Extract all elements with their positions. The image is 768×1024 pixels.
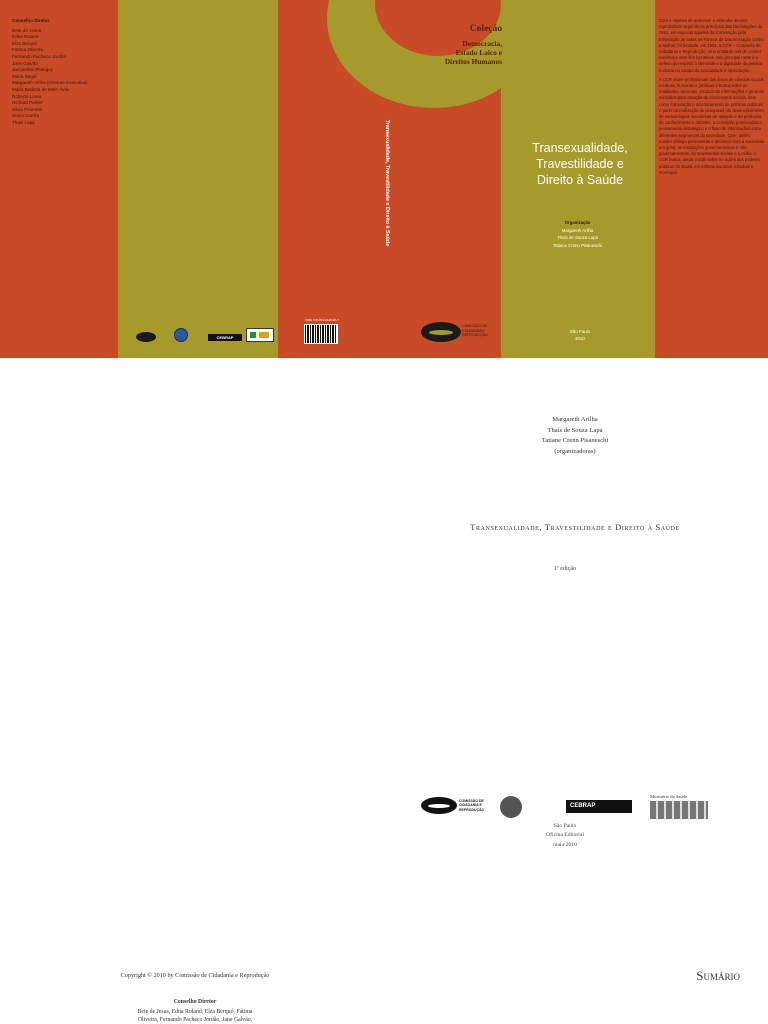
organizer-name: Margareth Arilha bbox=[561, 227, 594, 233]
board-member: Margareth Arilha (Diretora Executiva) bbox=[12, 80, 88, 86]
cebrap-logo: CEBRAP bbox=[566, 800, 632, 813]
cover-title-line: Transexualidade, bbox=[532, 141, 628, 155]
board-member: Jane Galvão bbox=[12, 60, 38, 66]
organizer-name: Tatiane Crenn Pisaneschi bbox=[553, 242, 602, 248]
partner-logo-icon bbox=[174, 328, 188, 342]
ccr-logo-icon bbox=[421, 797, 457, 814]
cebrap-logo: CEBRAP bbox=[208, 334, 242, 341]
imprint-line: Oficina Editorial bbox=[546, 832, 584, 839]
flap-paragraph: A CCR reúne profissionais das áreas de ciências sociais, médicas, humanas e jurídicas e busca sobre as realidades nacionais, produzindo informações e gerando subsídios para atuação de movimentos sociais, bem como formulação e monitoramento de políticas públicas. A partir da realização de pesquisas, do desenvolvimento de metodologias inovadoras de atuação e da produção de conhecimento e debates, a Comissão potencializa o pensamento estratégico e o fluxo de informações entre diferentes segmentos da sociedade. Quer, assim, manter diálogo permanente e dinâmico com a sociedade em geral, as instituições governamentais e não governamentais, os movimentos sociais e a mídia. A CCR busca, ainda, incidir sobre as ações dos poderes públicos no Brasil, em esferas nacional, estadual e municipal. bbox=[659, 76, 765, 175]
back-cover bbox=[118, 0, 278, 358]
collection-heading: Coleção bbox=[469, 24, 502, 34]
author-name: Margareth Arilha bbox=[552, 416, 598, 423]
spine-title bbox=[380, 120, 390, 250]
board-member: Bete de Jesus bbox=[12, 27, 42, 33]
cover-title-line: Direito à Saúde bbox=[536, 173, 624, 187]
book-cover-spread bbox=[0, 0, 768, 358]
board-member: Fernando Pacheco Jordão bbox=[12, 53, 67, 59]
barcode-icon bbox=[304, 324, 338, 344]
cover-organizers bbox=[505, 219, 650, 249]
author-role: (organizadoras) bbox=[554, 447, 596, 455]
collection-name-line: Direitos Humanos bbox=[444, 57, 502, 66]
board-title: Conselho Diretor bbox=[12, 18, 50, 23]
author-name: Thaís de Souza Lapa bbox=[547, 426, 603, 434]
ccr-logo-text: COMISSÃO DE CIDADANIA E REPRODUÇÃO bbox=[459, 799, 485, 812]
board-member: Edna Roland bbox=[12, 34, 39, 40]
partner-logo-icon bbox=[500, 796, 522, 818]
back-cover-logos bbox=[136, 326, 276, 344]
right-flap bbox=[655, 0, 768, 358]
board-member: Thais Lapa bbox=[12, 119, 35, 125]
ccr-logo-icon bbox=[421, 322, 461, 342]
title-page-imprint bbox=[490, 822, 640, 850]
ccr-logo-icon bbox=[136, 332, 156, 342]
title-page-authors bbox=[470, 415, 680, 457]
collection-name-line: Estado Laico e bbox=[455, 48, 502, 57]
cover-city: São Paulo bbox=[569, 329, 591, 334]
board-list bbox=[12, 18, 88, 127]
cover-title-line: Travestilidade e bbox=[536, 157, 624, 171]
cover-title bbox=[505, 140, 655, 188]
ccr-logo-text: COMISSÃO DE CIDADANIA E REPRODUÇÃO bbox=[462, 324, 488, 338]
title-page-title: Transexualidade, Travestilidade e Direito à Saúde bbox=[470, 522, 680, 532]
ministry-logo-icon bbox=[246, 328, 274, 342]
board-title: Conselho Diretor bbox=[173, 999, 217, 1005]
board-member: Elza Berquó bbox=[12, 40, 38, 46]
imprint-line: São Paulo bbox=[553, 823, 577, 829]
board-member: Maria Betânia de Melo Ávila bbox=[12, 86, 70, 92]
cover-year: 2010 bbox=[575, 336, 585, 341]
organizer-name: Thaís de Souza Lapa bbox=[557, 235, 598, 240]
board-names bbox=[100, 1008, 290, 1024]
isbn-label: ISBN 978-85-62448-00-7 bbox=[305, 318, 339, 322]
left-flap bbox=[0, 0, 118, 358]
spine-title-text: Transexualidade, Travestilidade e Direito à Saúde bbox=[384, 119, 390, 247]
board-member: Sonia Corrêa bbox=[12, 113, 40, 119]
ministry-logo-icon bbox=[650, 801, 708, 819]
board-line: Bete de Jesus, Edna Roland, Elza Berquó, Fátima bbox=[137, 1009, 253, 1015]
cover-imprint bbox=[545, 328, 615, 342]
board-member: Maria Segal bbox=[12, 73, 37, 79]
author-name: Tatiane Crenn Pisaneschi bbox=[541, 437, 609, 444]
collection-label bbox=[404, 24, 502, 66]
imprint-line: maio 2010 bbox=[553, 841, 577, 848]
organization-label: Organização bbox=[564, 220, 591, 225]
board-member: Jacqueline Pitanguy bbox=[12, 67, 54, 73]
collection-name-line: Democracia, bbox=[462, 39, 502, 48]
collection-name bbox=[404, 39, 502, 66]
copyright-notice: Copyright © 2010 by Comissão de Cidadania e Reprodução bbox=[120, 972, 270, 979]
board-member: Silvia Pimentel bbox=[12, 106, 43, 112]
flap-text bbox=[659, 18, 765, 179]
edition-label: 1ª edição bbox=[553, 565, 577, 572]
board-line: Oliveira, Fernando Pacheco Jordão, Jane Galvão, bbox=[137, 1017, 253, 1023]
board-member: Fatima Oliveira bbox=[12, 47, 43, 53]
summary-heading: Sumário bbox=[696, 968, 740, 983]
board-member: Roberto Lorea bbox=[12, 93, 42, 99]
ministry-label: Ministério da Saúde bbox=[650, 794, 687, 799]
flap-paragraph: Com o objetivo de promover e defender direitos reprodutivos segundo os princípios das Declarações da ONU, em especial aqueles da Convenção pela Eliminação de todas as Formas de Discriminação contra a Mulher, foi fundada, em 1991, a CCR – Comissão de Cidadania e Reprodução, uma entidade civil de caráter nacional e sem fins lucrativos. Seu principal norte é a defesa do respeito à liberdade e à dignidade da pessoa humana no campo da sexualidade e reprodução. bbox=[659, 18, 764, 73]
board-member: Richard Parker bbox=[12, 100, 43, 106]
